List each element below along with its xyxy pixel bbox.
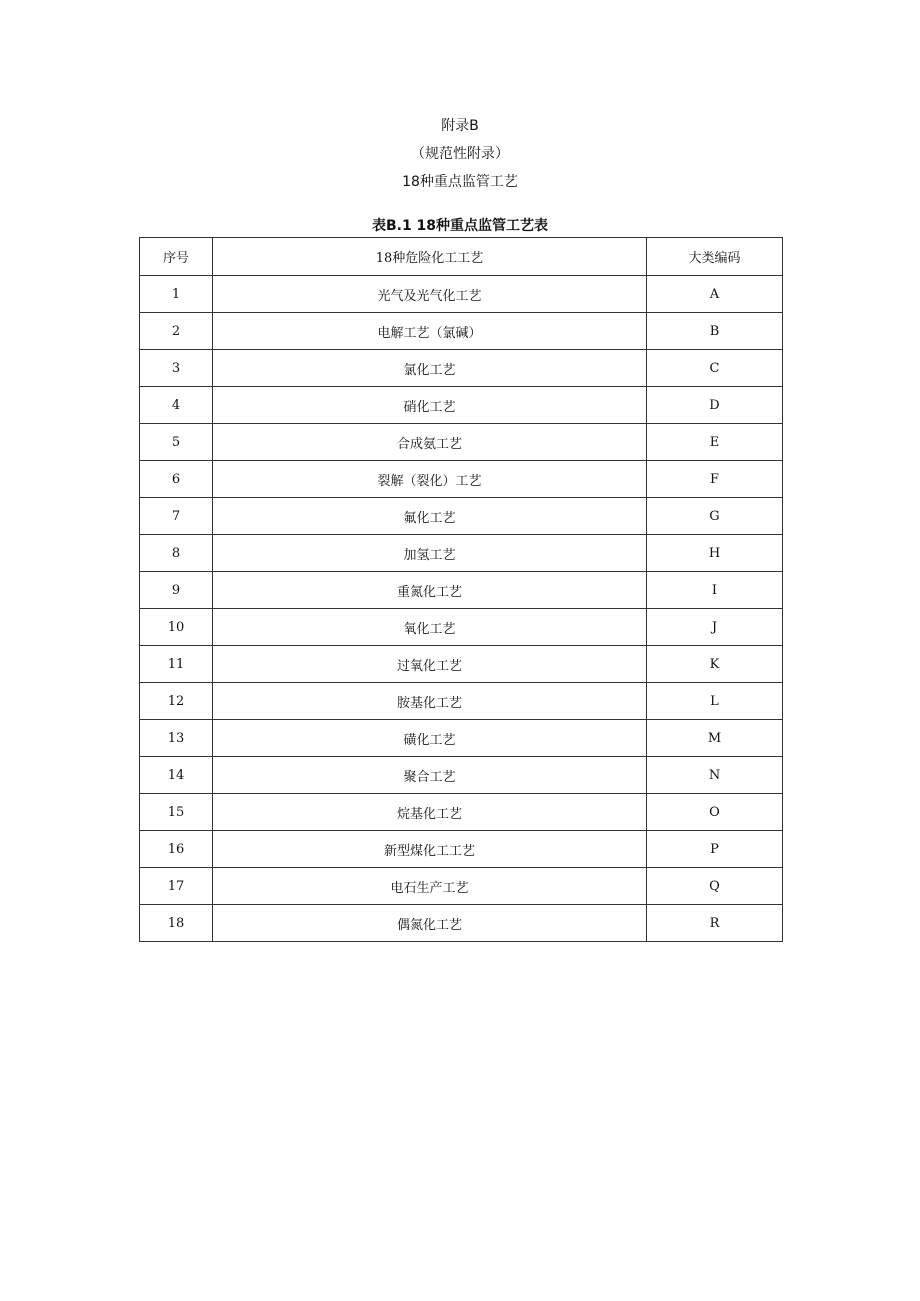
table-row — [140, 831, 783, 868]
table-row — [140, 424, 783, 461]
cell-serial-number: 5 — [140, 424, 213, 461]
cell-process-name: 烷基化工艺 — [213, 794, 647, 831]
cell-process-name: 重氮化工艺 — [213, 572, 647, 609]
cell-category-code: P — [647, 831, 783, 868]
cell-serial-number: 17 — [140, 868, 213, 905]
cell-serial-number: 16 — [140, 831, 213, 868]
cell-serial-number: 10 — [140, 609, 213, 646]
table-row — [140, 905, 783, 942]
table-body — [140, 276, 783, 942]
table-row — [140, 535, 783, 572]
cell-serial-number: 1 — [140, 276, 213, 313]
cell-process-name: 氯化工艺 — [213, 350, 647, 387]
cell-category-code: H — [647, 535, 783, 572]
cell-category-code: E — [647, 424, 783, 461]
cell-process-name: 合成氨工艺 — [213, 424, 647, 461]
cell-category-code: L — [647, 683, 783, 720]
table-row — [140, 609, 783, 646]
cell-category-code: J — [647, 609, 783, 646]
cell-process-name: 光气及光气化工艺 — [213, 276, 647, 313]
cell-serial-number: 6 — [140, 461, 213, 498]
cell-process-name: 胺基化工艺 — [213, 683, 647, 720]
table-row — [140, 461, 783, 498]
cell-category-code: R — [647, 905, 783, 942]
cell-process-name: 过氧化工艺 — [213, 646, 647, 683]
table-row — [140, 350, 783, 387]
table-row — [140, 868, 783, 905]
cell-process-name: 硝化工艺 — [213, 387, 647, 424]
process-table — [139, 237, 783, 942]
table-row — [140, 387, 783, 424]
cell-category-code: C — [647, 350, 783, 387]
table-row — [140, 794, 783, 831]
appendix-title: 附录B — [441, 118, 479, 134]
cell-category-code: A — [647, 276, 783, 313]
cell-category-code: B — [647, 313, 783, 350]
table-row — [140, 757, 783, 794]
cell-serial-number: 18 — [140, 905, 213, 942]
header-process-name: 18种危险化工工艺 — [213, 238, 647, 276]
cell-process-name: 磺化工艺 — [213, 720, 647, 757]
cell-category-code: F — [647, 461, 783, 498]
cell-serial-number: 11 — [140, 646, 213, 683]
cell-serial-number: 8 — [140, 535, 213, 572]
cell-category-code: G — [647, 498, 783, 535]
header-category-code: 大类编码 — [647, 238, 783, 276]
cell-process-name: 电解工艺（氯碱） — [213, 313, 647, 350]
cell-process-name: 加氢工艺 — [213, 535, 647, 572]
table-row — [140, 498, 783, 535]
header-serial-number: 序号 — [140, 238, 213, 276]
cell-process-name: 电石生产工艺 — [213, 868, 647, 905]
table-row — [140, 572, 783, 609]
cell-category-code: D — [647, 387, 783, 424]
appendix-subtitle: （规范性附录） — [411, 146, 509, 162]
cell-serial-number: 12 — [140, 683, 213, 720]
table-row — [140, 720, 783, 757]
cell-category-code: N — [647, 757, 783, 794]
table-row — [140, 276, 783, 313]
cell-category-code: O — [647, 794, 783, 831]
table-row — [140, 683, 783, 720]
cell-serial-number: 14 — [140, 757, 213, 794]
cell-serial-number: 9 — [140, 572, 213, 609]
appendix-topic: 18种重点监管工艺 — [402, 174, 518, 190]
cell-process-name: 聚合工艺 — [213, 757, 647, 794]
cell-category-code: K — [647, 646, 783, 683]
cell-serial-number: 7 — [140, 498, 213, 535]
table-row — [140, 646, 783, 683]
cell-category-code: I — [647, 572, 783, 609]
cell-serial-number: 3 — [140, 350, 213, 387]
cell-category-code: M — [647, 720, 783, 757]
cell-category-code: Q — [647, 868, 783, 905]
cell-process-name: 氟化工艺 — [213, 498, 647, 535]
cell-serial-number: 15 — [140, 794, 213, 831]
cell-process-name: 偶氮化工艺 — [213, 905, 647, 942]
table-row — [140, 313, 783, 350]
cell-process-name: 氧化工艺 — [213, 609, 647, 646]
cell-serial-number: 2 — [140, 313, 213, 350]
cell-process-name: 裂解（裂化）工艺 — [213, 461, 647, 498]
cell-serial-number: 13 — [140, 720, 213, 757]
table-header-row — [140, 238, 783, 276]
table-caption: 表B.1 18种重点监管工艺表 — [371, 218, 549, 234]
cell-process-name: 新型煤化工工艺 — [213, 831, 647, 868]
cell-serial-number: 4 — [140, 387, 213, 424]
